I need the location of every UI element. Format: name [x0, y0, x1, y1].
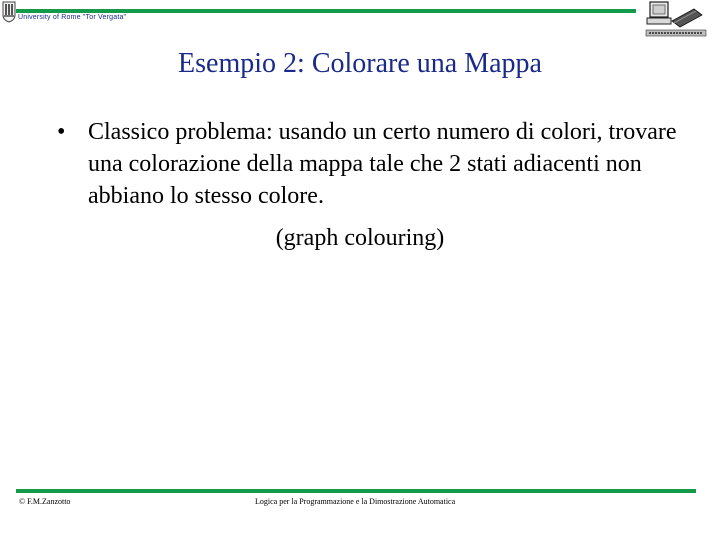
university-crest-icon: [2, 1, 16, 23]
bullet-text: Classico problema: usando un certo numero di colori, trovare una colorazione della mappa tale che 2 stati adiacenti non abbiano lo stesso colore.: [88, 119, 677, 209]
graph-colouring-note: (graph colouring): [275, 225, 445, 251]
footer-course: Logica per la Programmazione e la Dimostrazione Automatica: [255, 497, 456, 506]
footer-rule: [16, 489, 696, 493]
footer-author: © F.M.Zanzotto: [19, 497, 71, 506]
bullet-marker: •: [57, 119, 66, 145]
computer-terminal-logo-icon: [644, 1, 708, 39]
slide-title: Esempio 2: Colorare una Mappa: [178, 48, 542, 79]
university-name: University of Rome "Tor Vergata": [18, 14, 127, 21]
bullet-list: [57, 116, 677, 212]
bullet-item: [57, 116, 677, 212]
header-rule: [16, 9, 636, 13]
